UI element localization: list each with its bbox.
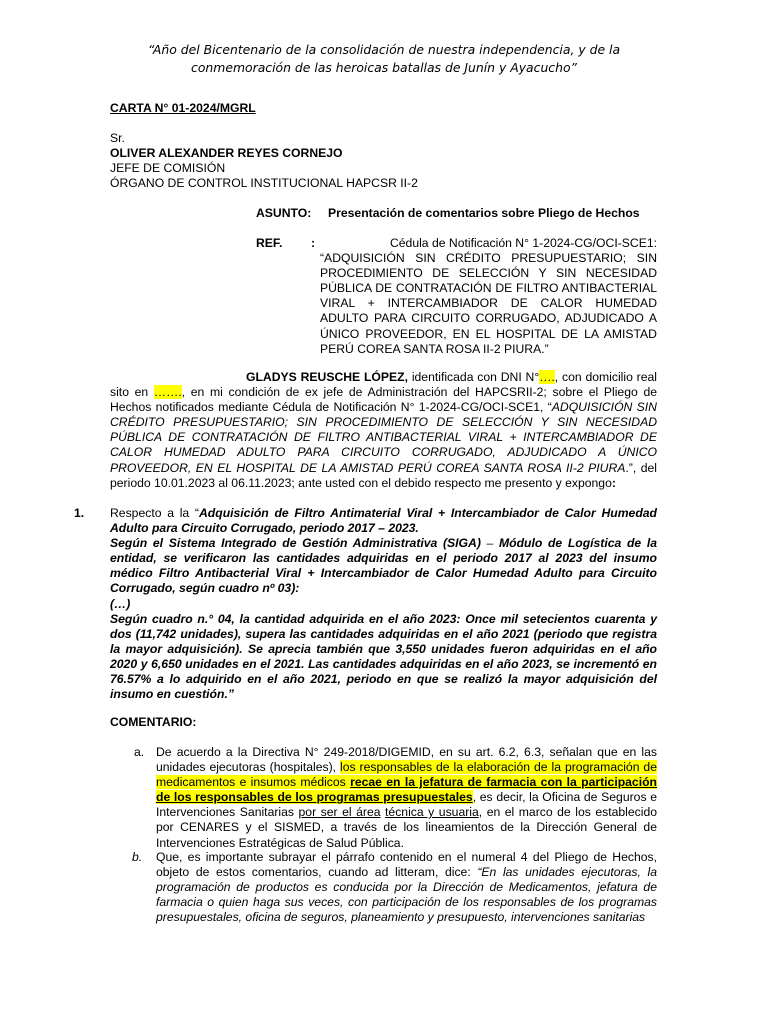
ref-line: Cédula de Notificación N° 1-2024-CG/OCI-SCE1:: [389, 236, 657, 250]
item-underline: por ser el área: [298, 805, 381, 820]
asunto-text: Presentación de comentarios sobre Pliego de Hechos: [328, 206, 640, 220]
item-a-marker: a.: [134, 745, 145, 759]
section-text: (…): [110, 596, 131, 611]
ref-line: VIRAL + INTERCAMBIADOR DE CALOR HUMEDAD: [320, 296, 657, 311]
author-name: GLADYS REUSCHE LÓPEZ,: [246, 370, 409, 384]
ref-line: PERÚ COREA SANTA ROSA II-2 PIURA.”: [320, 341, 549, 356]
intro-text: , con domicilio real: [554, 370, 657, 384]
recipient-salutation: Sr.: [110, 131, 125, 145]
comentario-label: COMENTARIO:: [110, 715, 197, 729]
ref-line: ADULTO PARA CIRCUITO CORRUGADO, ADJUDICADO A: [320, 311, 657, 326]
ref-line: “ADQUISICIÓN SIN CRÉDITO PRESUPUESTARIO; SIN: [320, 251, 657, 266]
intro-text: , en mi condición de ex jefe de Administración del HAPCSRII-2; sobre el Pliego de Hechos notificados mediante Cédula de Notificación N° 1-2024-CG/OCI-SCE1, “: [110, 385, 657, 415]
section-number: 1.: [74, 506, 85, 520]
ref-colon: :: [311, 236, 316, 250]
intro-text: identificada con DNI N°: [408, 370, 540, 384]
section-text: Adquisición de Filtro Antimaterial Viral + Intercambiador de Calor Humedad Adulto para Circuito Corrugado, periodo 2017 – 2023.: [110, 506, 657, 536]
ref-line: ÚNICO PROVEEDOR, EN EL HOSPITAL DE LA AMISTAD: [320, 326, 657, 341]
section-text: –: [480, 536, 499, 551]
intro-text: .”, del periodo 10.01.2023 al 06.11.2023; ante usted con el debido respecto me presento y expongo: [110, 460, 657, 490]
letter-number: CARTA N° 01-2024/MGRL: [110, 101, 256, 115]
item-b-text: [156, 850, 657, 925]
ref-text: [320, 236, 657, 357]
recipient-name: OLIVER ALEXANDER REYES CORNEJO: [110, 146, 343, 161]
ref-line: PROCEDIMIENTO DE SELECCIÓN Y SIN NECESIDAD: [320, 266, 657, 281]
section-1-quote: [110, 506, 657, 702]
recipient-organization: ÓRGANO DE CONTROL INSTITUCIONAL HAPCSR II-2: [110, 176, 418, 191]
item-a-text: [156, 745, 657, 851]
dni-placeholder: ….: [539, 370, 555, 384]
asunto-label: ASUNTO:: [256, 206, 312, 220]
item-highlight: los responsables de la elaboración de la programación de medicamentos e insumos médicos: [156, 760, 657, 790]
address-placeholder: …….: [153, 385, 182, 400]
ref-line: PÚBLICA DE CONTRATACIÓN DE FILTRO ANTIBACTERIAL: [320, 281, 657, 296]
item-text: , es decir, la Oficina de Seguros e Intervenciones Sanitarias: [156, 790, 657, 820]
item-text: Que, es importante subrayar el párrafo contenido en el numeral 4 del Pliego de Hechos, objeto de estos comentarios, cuando ad litteram, dice:: [156, 850, 657, 880]
item-italic-quote: “En las unidades ejecutoras, la programación de productos es conducida por la Dirección de Medicamentos, jefatura de farmacia o quien haga sus veces, con participación de los responsables de los programas presupuestales, oficina de seguros, planeamiento y presupuesto, intervenciones sanitarias: [156, 865, 657, 925]
item-text: , en el marco de los establecido por CENARES y el SISMED, a través de los lineamientos de la Dirección General de Intervenciones Estratégicas de Salud Pública.: [156, 805, 657, 850]
intro-text: sito en: [110, 385, 154, 400]
year-motto: “Año del Bicentenario de la consolidación de nuestra independencia, y de la conmemoración de las heroicas batallas de Junín y Ayacucho”: [147, 42, 621, 75]
section-text: Según cuadro n.° 04, la cantidad adquirida en el año 2023: Once mil setecientos cuarenta y dos (11,742 unidades), supera las cantidades adquiridas en el año 2021 (periodo que registra la mayor adquisición). Se aprecia también que 3,550 unidades fueron adquiridas en el año 2020 y 6,650 unidades en el 2021. Las cantidades adquiridas en el año 2023, se incrementó en 76.57% a lo adquirido en el año 2021, periodo en que se realizó la mayor adquisición del insumo en cuestión.”: [110, 611, 657, 702]
item-highlight: recae en la jefatura de farmacia con la participación de los responsables de los programas presupuestales: [156, 775, 657, 805]
item-underline: técnica y usuaria: [385, 805, 479, 820]
intro-text: :: [611, 475, 616, 490]
recipient-block: [110, 131, 418, 191]
section-text: Según el Sistema Integrado de Gestión Administrativa (SIGA): [110, 536, 481, 551]
item-b-marker: b.: [132, 850, 143, 864]
intro-italic-title: ADQUISICIÓN SIN CRÉDITO PRESUPUESTARIO; SIN PROCEDIMIENTO DE SELECCIÓN Y SIN NECESIDAD PÚBLICA DE CONTRATACIÓN DE FILTRO ANTIBACTERIAL VIRAL + INTERCAMBIADOR DE CALOR HUMEDAD ADULTO PARA CIRCUITO CORRUGADO, ADJUDICADO A ÚNICO PROVEEDOR, EN EL HOSPITAL DE LA AMISTAD PERÚ COREA SANTA ROSA II-2 PIURA: [110, 400, 657, 475]
ref-label: REF.: [256, 236, 283, 250]
section-text: Respecto a la “: [110, 506, 199, 520]
recipient-position: JEFE DE COMISIÓN: [110, 161, 226, 176]
section-text: Módulo de Logística de la entidad, se verificaron las cantidades adquiridas en el periodo 2017 al 2023 del insumo médico Filtro Antibacterial Viral + Intercambiador de Calor Humedad Adulto para Circuito Corrugado, según cuadro nº 03):: [110, 536, 657, 596]
item-text: De acuerdo a la Directiva N° 249-2018/DIGEMID, en su art. 6.2, 6.3, señalan que en las unidades ejecutoras (hospitales),: [156, 745, 657, 775]
intro-paragraph: [110, 370, 657, 491]
